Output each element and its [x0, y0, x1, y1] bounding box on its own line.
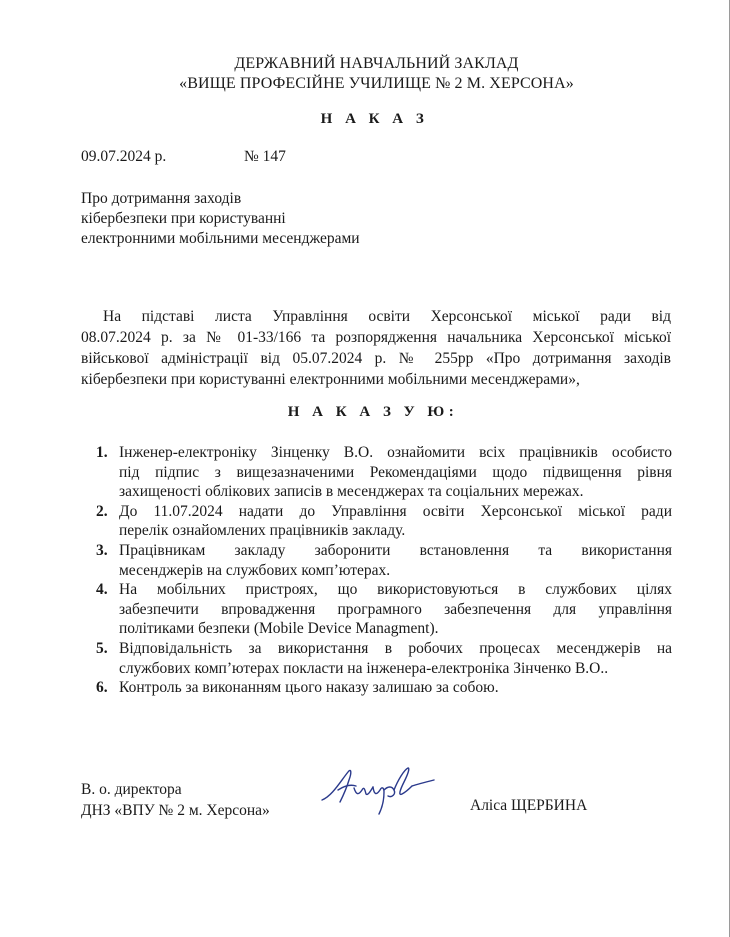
document-type: Н А К А З [320, 111, 429, 127]
institution-name-line2: «ВИЩЕ ПРОФЕСІЙНЕ УЧИЛИЩЕ № 2 М. ХЕРСОНА» [179, 75, 574, 92]
signatory-position [81, 779, 270, 821]
list-item [96, 678, 672, 698]
basis-line: кібербезпеки при користуванні електронними мобільними месенджерами», [81, 371, 580, 388]
item-number: 3. [96, 541, 108, 559]
item-text-line: До 11.07.2024 надати до Управління освіти Херсонської міської ради [119, 502, 672, 520]
position-line: В. о. директора [81, 781, 182, 798]
item-text-line: службових комп’ютерах покласти на інженера-електроніка Зінченко В.О.. [119, 659, 609, 677]
basis-line: військової адміністрації від 05.07.2024 р. № 255рр «Про дотримання заходів [81, 350, 671, 367]
item-text-line: Відповідальність за використання в робочих процесах месенджерів на [119, 639, 672, 657]
item-text-line: месенджерів на службових комп’ютерах. [119, 561, 391, 579]
order-items-list [96, 443, 672, 698]
order-subject [81, 189, 360, 249]
item-number: 4. [96, 581, 108, 599]
order-basis-paragraph [81, 306, 671, 390]
item-text-line: під підпис з вищезазначеними Рекомендаціями щодо підвищення рівня [119, 463, 672, 481]
item-text-line: захищеності облікових записів в месенджерах та соціальних мережах. [119, 483, 584, 501]
handwritten-signature [318, 760, 438, 820]
item-text-line: Працівникам закладу заборонити встановлення та використання [119, 541, 672, 559]
basis-line: 08.07.2024 р. за № 01-33/166 та розпорядження начальника Херсонської міської [81, 329, 671, 346]
subject-line: електронними мобільними месенджерами [81, 230, 360, 247]
item-number: 5. [96, 639, 108, 657]
order-number: № 147 [244, 148, 286, 165]
signatory-name: Аліса ЩЕРБИНА [470, 797, 588, 814]
list-item [96, 639, 672, 678]
subject-line: Про дотримання заходів [81, 190, 242, 207]
item-number: 6. [96, 679, 108, 697]
item-number: 2. [96, 502, 108, 520]
position-line: ДНЗ «ВПУ № 2 м. Херсона» [81, 802, 270, 819]
item-text-line: політиками безпеки (Mobile Device Managment). [119, 620, 439, 638]
basis-line: На підставі листа Управління освіти Херсонської міської ради від [103, 308, 671, 325]
order-date: 09.07.2024 р. [81, 148, 167, 165]
list-item [96, 580, 672, 639]
item-text-line: перелік ознайомлених працівників закладу. [119, 522, 406, 540]
institution-name-line1: ДЕРЖАВНИЙ НАВЧАЛЬНИЙ ЗАКЛАД [234, 55, 519, 72]
list-item [96, 502, 672, 541]
item-number: 1. [96, 444, 108, 461]
item-text-line: На мобільних пристроях, що використовуються в службових цілях [119, 581, 672, 599]
order-heading: Н А К А З У Ю: [287, 404, 459, 420]
list-item [96, 541, 672, 580]
item-text-line: забезпечити впровадження програмного забезпечення для управління [119, 600, 672, 618]
item-text-line: Інженер-електроніку Зінценку В.О. ознайомити всіх працівників особисто [119, 444, 672, 461]
list-item [96, 443, 672, 502]
item-text-line: Контроль за виконанням цього наказу залишаю за собою. [119, 679, 499, 697]
subject-line: кібербезпеки при користуванні [81, 210, 286, 227]
